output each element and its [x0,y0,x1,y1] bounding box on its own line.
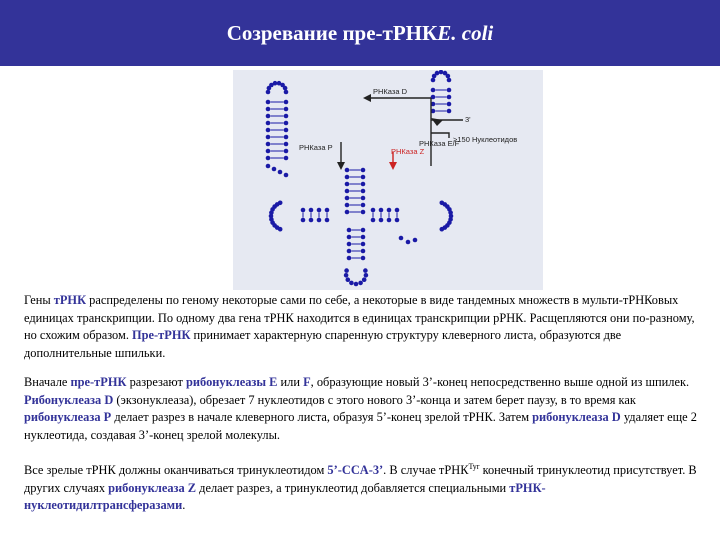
nucleotide-dot [266,135,271,140]
label-rnase-d: РНКаза D [373,87,407,96]
rnase-z-arrowhead [389,162,397,170]
nucleotide-dot [361,249,366,254]
title-text: Созревание пре-тРНК [226,20,438,45]
nucleotide-dot [347,242,352,247]
p1-text-2: распределены по геному некоторые сами по себе, а некоторые в виде тандемных множеств в мульти-тРНКовых единицах транскрипции. По одному два гена тРНК находится в единицах транскрипции рРНК. Расщепляются они по-разному, но схожим образом. [24,293,695,343]
p1-highlight-pre-trna: Пре-тРНК [132,328,191,343]
nucleotide-dot [387,208,392,213]
p2-text-3: или [277,375,304,389]
nucleotide-dot [266,149,271,154]
paragraph-genes [24,292,704,362]
arrowheads [337,94,443,170]
p3-highlight-rnase-z: рибонуклеаза Z [108,480,197,495]
nucleotide-dot [347,228,352,233]
nucleotide-dot [349,281,354,286]
nucleotide-dot [266,128,271,133]
rnase-ef-line [431,133,449,138]
p3-text-2: . В случае тРНК [383,463,469,478]
nucleotide-dot [309,208,314,213]
nucleotide-dot [447,95,452,100]
nucleotide-dot [266,107,271,112]
nucleotide-dot [284,173,289,178]
nucleotide-dot [446,74,451,79]
nucleotide-dot [346,277,351,282]
nucleotide-dot [362,277,367,282]
p2-text-5: (экзонуклеаза), обрезает 7 нуклеотидов с этого нового 3’-конца и затем берет паузу, в то время как [113,392,636,407]
nucleotide-dot [361,168,366,173]
nucleotide-dot [361,256,366,261]
pre-trna-diagram [233,70,543,290]
nucleotide-dot [266,121,271,126]
label-rnase-ef: РНКаза E/F [419,139,460,148]
nucleotide-dot [273,81,278,86]
nucleotide-dot [266,90,271,95]
nucleotide-dot [272,167,277,172]
label-nucleotides: >150 Нуклеотидов [453,135,518,144]
nucleotide-dot [284,90,289,95]
p1-highlight-trna: тРНК [53,293,87,307]
nucleotide-dot [266,100,271,105]
title-species: E. coli [437,20,494,45]
nucleotide-dot [283,86,288,91]
label-rnase-p: РНКаза P [299,143,333,152]
nucleotide-dot [344,273,349,278]
nucleotide-dot [447,109,452,114]
nucleotide-dot [301,208,306,213]
paragraph-cca [24,458,704,515]
p3-text-4: делает разрез, а тринуклеотид добавляется специальными [196,480,510,495]
nucleotide-dot [440,227,445,232]
p1-text-3: принимает характерную спаренную структуру клеверного листа, образуются две дополнительные шпильки. [24,328,622,360]
nucleotide-dot [447,102,452,107]
nucleotide-dot [345,168,350,173]
nucleotide-dots [266,70,454,286]
rnase-d-arrowhead [363,94,371,102]
p1-text-1: Гены [24,293,54,307]
nucleotide-dot [284,114,289,119]
p3-text-1: Все зрелые тРНК должны оканчиваться тринуклеотидом [24,463,328,478]
nucleotide-dot [364,273,369,278]
nucleotide-dot [361,196,366,201]
nucleotide-dot [266,164,271,169]
nucleotide-dot [266,114,271,119]
label-rnase-z: РНКаза Z [391,147,425,156]
nucleotide-dot [345,175,350,180]
p2-highlight-rnase-p: рибонуклеаза P [24,410,112,425]
p2-highlight-pre-trna: пре-тРНК [70,375,127,389]
cloverleaf-svg [233,70,543,290]
nucleotide-dot [266,142,271,147]
nucleotide-dot [354,282,359,287]
nucleotide-dot [325,208,330,213]
p3-text-3: конечный тринуклеотид присутствует. В других случаях [24,463,697,495]
nucleotide-dot [301,218,306,223]
nucleotide-dot [361,175,366,180]
nucleotide-dot [447,88,452,93]
nucleotide-dot [363,268,368,273]
nucleotide-dot [284,107,289,112]
nucleotide-dot [284,100,289,105]
nucleotide-dot [399,236,404,241]
nucleotide-dot [371,208,376,213]
p2-text-1: Вначале [24,375,71,389]
nucleotide-dot [361,210,366,215]
slide-title [0,0,720,66]
nucleotide-dot [278,170,283,175]
p3-highlight-transferases: тРНК-нуклеотидилтрансферазами [24,480,546,513]
nucleotide-dot [361,189,366,194]
nucleotide-dot [431,78,436,83]
nucleotide-dot [278,201,283,206]
nucleotide-dot [379,218,384,223]
nucleotide-dot [361,203,366,208]
nucleotide-dot [387,218,392,223]
nucleotide-dot [347,256,352,261]
p2-highlight-rnase-e: рибонуклеазы E [186,375,278,389]
nucleotide-dot [344,268,349,273]
p2-text-6: делает разрез в начале клеверного листа, образуя 5’-конец зрелой тРНК. Затем [111,410,533,425]
nucleotide-dot [345,196,350,201]
rnase-d-up-arrowhead [431,118,443,126]
nucleotide-dot [317,218,322,223]
nucleotide-dot [395,208,400,213]
p2-text-4: , образующие новый 3’-конец непосредственно выше одной из шпилек. [310,375,690,389]
nucleotide-dot [431,88,436,93]
nucleotide-dot [413,238,418,243]
nucleotide-dot [345,189,350,194]
label-3prime: 3' [465,115,471,124]
nucleotide-dot [395,218,400,223]
p3-superscript-tyr: Tyr [468,462,480,471]
p2-text-7: удаляет еще 2 нуклеотида, создавая 3’-конец зрелой молекулы. [24,410,697,442]
nucleotide-dot [361,228,366,233]
nucleotide-dot [439,70,444,74]
p3-highlight-cca: 5’-CCA-3’ [327,463,384,478]
nucleotide-dot [447,78,452,83]
nucleotide-dot [284,149,289,154]
nucleotide-dot [345,182,350,187]
nucleotide-dot [284,135,289,140]
nucleotide-dot [345,203,350,208]
paragraph-cleavage [24,374,704,444]
nucleotide-dot [379,208,384,213]
nucleotide-dot [371,218,376,223]
nucleotide-dot [358,281,363,286]
p2-highlight-rnase-d: Рибонуклеаза D [24,392,114,407]
p2-highlight-f: F [303,375,311,389]
nucleotide-dot [266,156,271,161]
rnase-p-arrowhead [337,162,345,170]
nucleotide-dot [361,235,366,240]
nucleotide-dot [361,242,366,247]
nucleotide-dot [325,218,330,223]
p2-highlight-rnase-d-2: рибонуклеаза D [532,410,621,425]
p3-text-5: . [182,498,186,513]
nucleotide-dot [347,235,352,240]
nucleotide-dot [284,142,289,147]
nucleotide-dot [347,249,352,254]
nucleotide-dot [317,208,322,213]
nucleotide-dot [361,182,366,187]
nucleotide-dot [345,210,350,215]
nucleotide-dot [309,218,314,223]
nucleotide-dot [435,71,440,76]
nucleotide-dot [284,156,289,161]
nucleotide-dot [406,240,411,245]
nucleotide-dot [284,128,289,133]
nucleotide-dot [284,121,289,126]
p2-text-2: разрезают [126,375,187,389]
